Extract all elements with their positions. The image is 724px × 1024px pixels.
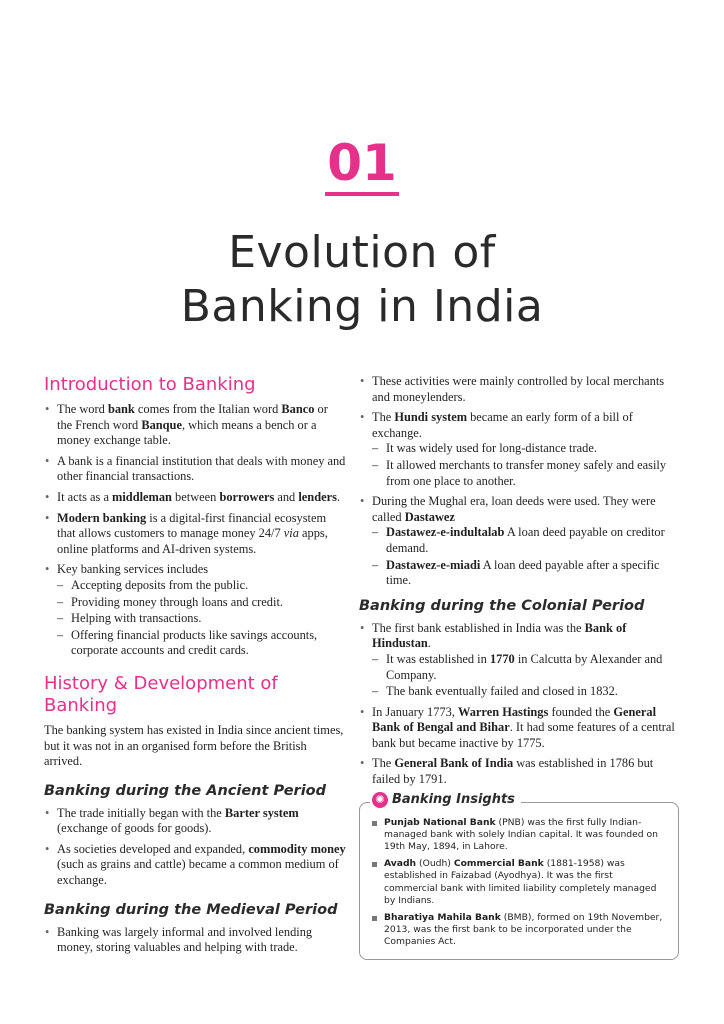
medieval-list bbox=[44, 925, 346, 956]
list-item: • Modern banking is a digital-first financial ecosystem that allows customers to manage money 24/7 via apps, online platforms and AI-driven systems. bbox=[44, 511, 346, 558]
insight-item: Avadh (Oudh) Commercial Bank (1881-1958) was established in Faizabad (Ayodhya). It was the first commercial bank with limited liability completely managed by Indians. bbox=[370, 858, 668, 908]
list-item: • The word bank comes from the Italian word Banco or the French word Banque, which means a bench or a money exchange table. bbox=[44, 402, 346, 449]
list-item: • The Hundi system became an early form of a bill of exchange. – It was widely used for long-distance trade. – It allowed merchants to transfer money safely and easily from one place to another. bbox=[359, 410, 679, 489]
list-item: • It acts as a middleman between borrowers and lenders. bbox=[44, 490, 346, 506]
sub-list-item: – Dastawez-e-miadi A loan deed payable after a specific time. bbox=[372, 558, 679, 589]
sub-list-item: – Offering financial products like savings accounts, corporate accounts and credit cards. bbox=[57, 628, 346, 659]
sub-list-item: – Helping with transactions. bbox=[57, 611, 346, 627]
banking-insights-box bbox=[359, 791, 679, 960]
insight-item: Bharatiya Mahila Bank (BMB), formed on 19th November, 2013, was the first bank to be incorporated under the Companies Act. bbox=[370, 912, 668, 949]
colonial-list bbox=[359, 621, 679, 788]
section-heading-introduction: Introduction to Banking bbox=[44, 374, 256, 395]
sub-list-item: – Providing money through loans and credit. bbox=[57, 595, 346, 611]
list-item: • The General Bank of India was established in 1786 but failed by 1791. bbox=[359, 756, 679, 787]
section-heading-history: History & Development of Banking bbox=[44, 672, 278, 716]
bank-of-hindustan-sub-list bbox=[372, 652, 679, 700]
insights-list bbox=[370, 817, 668, 949]
sub-list-item: – Dastawez-e-indultalab A loan deed payable on creditor demand. bbox=[372, 525, 679, 556]
list-item: • These activities were mainly controlled by local merchants and moneylenders. bbox=[359, 374, 679, 405]
services-list bbox=[57, 578, 346, 659]
list-item: • Banking was largely informal and involved lending money, storing valuables and helping with trade. bbox=[44, 925, 346, 956]
sub-list-item: – Accepting deposits from the public. bbox=[57, 578, 346, 594]
dastawez-sub-list bbox=[372, 525, 679, 588]
sub-list-item: – It was established in 1770 in Calcutta by Alexander and Company. bbox=[372, 652, 679, 683]
chapter-number: 01 bbox=[0, 138, 724, 188]
bulb-icon: ✺ bbox=[372, 792, 388, 808]
list-item: • A bank is a financial institution that deals with money and other financial transactions. bbox=[44, 454, 346, 485]
subheading-ancient: Banking during the Ancient Period bbox=[44, 782, 327, 799]
sub-list-item: – The bank eventually failed and closed in 1832. bbox=[372, 684, 679, 700]
sub-list-item: – It allowed merchants to transfer money safely and easily from one place to another. bbox=[372, 458, 679, 489]
ancient-list bbox=[44, 806, 346, 889]
list-item: • As societies developed and expanded, commodity money (such as grains and cattle) became a common medium of exchange. bbox=[44, 842, 346, 889]
list-item: • The trade initially began with the Barter system (exchange of goods for goods). bbox=[44, 806, 346, 837]
sub-list-item: – It was widely used for long-distance trade. bbox=[372, 441, 679, 457]
history-paragraph: The banking system has existed in India since ancient times, but it was not in an organised form before the British arrived. bbox=[44, 722, 344, 769]
list-item: • Key banking services includes – Accepting deposits from the public. – Providing money through loans and credit. – Helping with transactions. – Offering financial products like savings accounts, corporate accounts and credit cards. bbox=[44, 562, 346, 659]
left-column bbox=[44, 374, 346, 961]
subheading-colonial: Banking during the Colonial Period bbox=[359, 597, 645, 614]
chapter-title: Evolution of Banking in India bbox=[180, 227, 544, 332]
list-item: • The first bank established in India was the Bank of Hindustan. – It was established in 1770 in Calcutta by Alexander and Company. – The bank eventually failed and closed in 1832. bbox=[359, 621, 679, 700]
subheading-medieval: Banking during the Medieval Period bbox=[44, 901, 338, 918]
right-column bbox=[359, 374, 679, 960]
medieval-list-continued bbox=[359, 374, 679, 589]
intro-list bbox=[44, 402, 346, 659]
list-item: • During the Mughal era, loan deeds were used. They were called Dastawez – Dastawez-e-indultalab A loan deed payable on creditor demand. – Dastawez-e-miadi A loan deed payable after a specific time. bbox=[359, 494, 679, 589]
insights-heading: ✺ Banking Insights bbox=[370, 792, 521, 808]
list-item: • In January 1773, Warren Hastings founded the General Bank of Bengal and Bihar. It had some features of a central bank but became inactive by 1775. bbox=[359, 705, 679, 752]
hundi-sub-list bbox=[372, 441, 679, 489]
insight-item: Punjab National Bank (PNB) was the first fully Indian-managed bank with solely Indian capital. It was founded on 19th May, 1894, in Lahore. bbox=[370, 817, 668, 854]
